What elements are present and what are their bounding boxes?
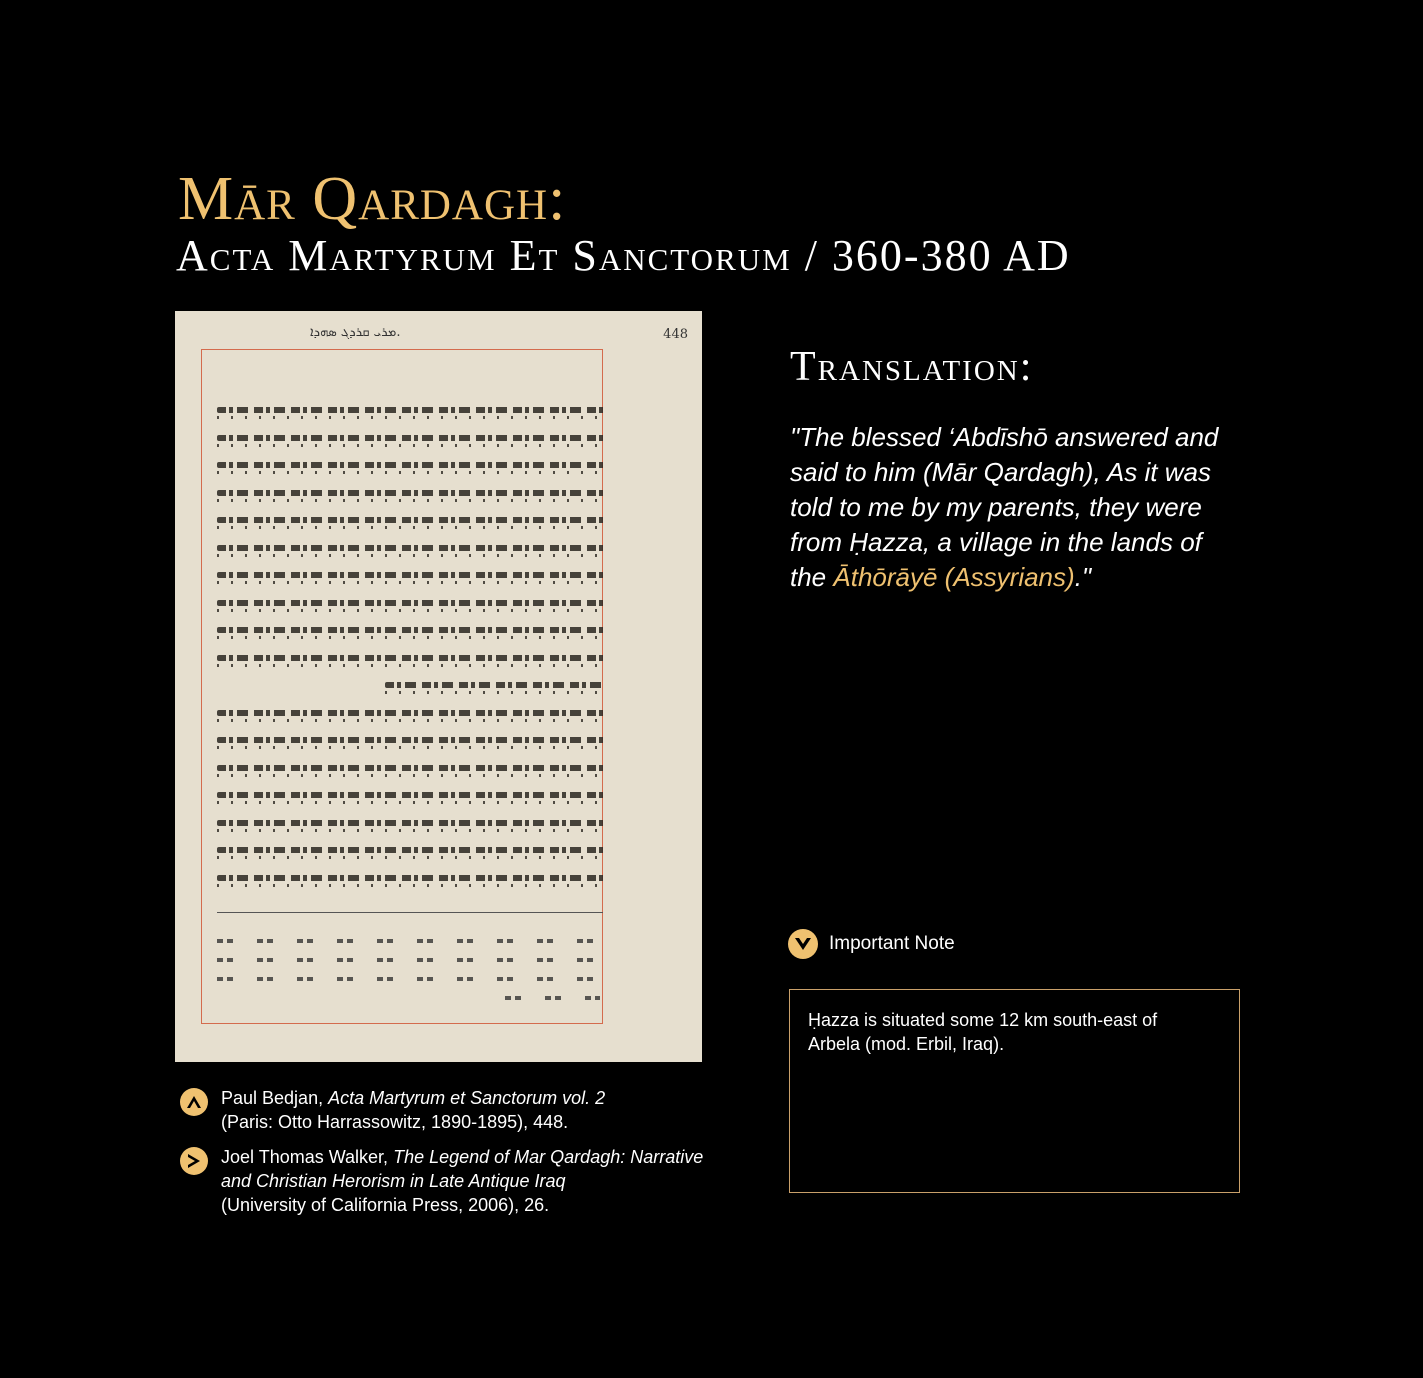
manuscript-header — [175, 325, 702, 345]
manuscript-script-line — [217, 517, 605, 523]
page-title: Mār Qardagh: — [178, 165, 567, 233]
important-note-box — [789, 989, 1240, 1193]
citation-author: Joel Thomas Walker, — [221, 1147, 394, 1167]
manuscript-image — [175, 311, 702, 1062]
important-note-header[interactable] — [788, 928, 955, 960]
important-note-label: Important Note — [829, 933, 955, 954]
manuscript-script-dots — [217, 609, 605, 612]
citation-publisher: (University of California Press, 2006), 26. — [221, 1195, 550, 1215]
manuscript-script-line — [217, 435, 605, 441]
manuscript-script-dots — [217, 801, 605, 804]
translation-text — [790, 420, 1240, 595]
citation-publisher: (Paris: Otto Harrassowitz, 1890-1895), 448. — [221, 1112, 569, 1132]
manuscript-script-dots — [217, 774, 605, 777]
page-subtitle: Acta Martyrum Et Sanctorum / 360-380 AD — [176, 231, 1071, 280]
manuscript-script-dots — [217, 719, 605, 722]
manuscript-script-dots — [217, 829, 605, 832]
manuscript-script-line — [217, 490, 605, 496]
manuscript-script-dots — [385, 691, 605, 694]
manuscript-script-dots — [217, 416, 605, 419]
manuscript-footnote-line — [217, 939, 603, 943]
manuscript-script-line — [385, 682, 605, 688]
citation-bedjan — [180, 1086, 720, 1134]
manuscript-script-line — [217, 737, 605, 743]
translation-text-end: ." — [1074, 562, 1092, 592]
manuscript-script-dots — [217, 746, 605, 749]
manuscript-script-dots — [217, 554, 605, 557]
manuscript-script-line — [217, 462, 605, 468]
manuscript-script-line — [217, 820, 605, 826]
translation-text-main: "The blessed ‘Abdīshō answered and said to him (Mār Qardagh), As it was told to me by my parents, they were from Ḥazza, a village in the lands of the — [790, 422, 1219, 592]
footnote-divider — [217, 912, 603, 913]
arrow-right-circle-icon[interactable] — [180, 1147, 208, 1175]
manuscript-script-line — [217, 572, 605, 578]
manuscript-script-dots — [217, 499, 605, 502]
citation-title: Acta Martyrum et Sanctorum vol. 2 — [328, 1088, 606, 1108]
manuscript-script-dots — [217, 636, 605, 639]
citation-walker — [180, 1145, 720, 1217]
citation-title: The Legend of Mar Qardagh: Narrative and Christian Herorism in Late Antique Iraq — [221, 1147, 704, 1191]
manuscript-script-line — [217, 545, 605, 551]
citation-author: Paul Bedjan, — [221, 1088, 329, 1108]
manuscript-script-line — [217, 765, 605, 771]
manuscript-script-line — [217, 792, 605, 798]
translation-title: Translation: — [790, 344, 1034, 390]
chevron-down-circle-icon[interactable] — [788, 929, 818, 959]
manuscript-script-dots — [217, 884, 605, 887]
manuscript-script-line — [217, 875, 605, 881]
manuscript-script-dots — [217, 471, 605, 474]
manuscript-script-line — [217, 847, 605, 853]
manuscript-script-line — [217, 710, 605, 716]
manuscript-script-line — [217, 655, 605, 661]
manuscript-running-head: ܡܪܝ ܩܪܕܓ ܣܗܕܐ. — [310, 325, 401, 340]
manuscript-script-dots — [217, 856, 605, 859]
manuscript-footnote-line — [217, 977, 603, 981]
manuscript-script-dots — [217, 664, 605, 667]
arrow-up-circle-icon[interactable] — [180, 1088, 208, 1116]
manuscript-script-dots — [217, 526, 605, 529]
manuscript-footnote-line — [217, 958, 603, 962]
manuscript-script-line — [217, 627, 605, 633]
manuscript-footnote-line — [505, 996, 600, 1000]
manuscript-script-line — [217, 600, 605, 606]
translation-highlight: Āthōrāyē (Assyrians) — [833, 562, 1075, 592]
manuscript-script-dots — [217, 444, 605, 447]
manuscript-script-dots — [217, 581, 605, 584]
important-note-text: Ḥazza is situated some 12 km south-east of Arbela (mod. Erbil, Iraq). — [808, 1010, 1158, 1054]
manuscript-page-number: 448 — [663, 327, 688, 342]
manuscript-script-line — [217, 407, 605, 413]
